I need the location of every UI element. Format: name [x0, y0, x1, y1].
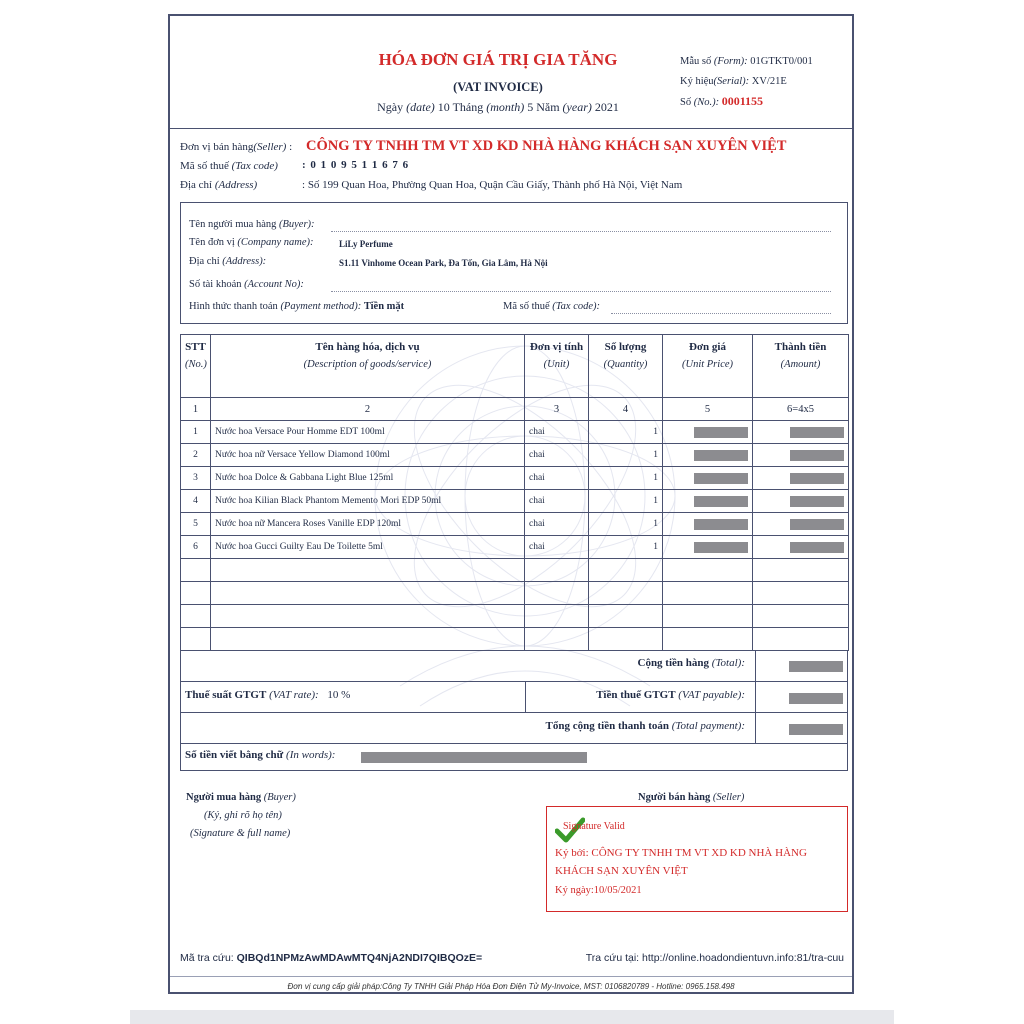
seller-address: : Số 199 Quan Hoa, Phường Quan Hoa, Quận Cầu Giấy, Thành phố Hà Nội, Việt Nam [302, 179, 683, 191]
item-unit: chai [525, 490, 589, 513]
page-bottom-band [130, 1010, 894, 1024]
col-number: 6=4x5 [753, 398, 849, 421]
invoice-number: Số (No.): 0001155 [680, 94, 764, 108]
lookup-code: Mã tra cứu: QIBQd1NPMzAwMDAwMTQ4NjA2NDI7QIBQOzE= [180, 952, 483, 964]
col-header-quantity: Số lượng (Quantity) [589, 335, 663, 398]
redaction-bar [694, 473, 748, 484]
redaction-bar [790, 473, 844, 484]
signed-by-line2: KHÁCH SẠN XUYÊN VIỆT [555, 865, 688, 877]
redaction-bar [790, 496, 844, 507]
item-quantity: 1 [589, 444, 663, 467]
item-unit-price [663, 467, 753, 490]
vat-invoice [168, 14, 854, 994]
table-row-empty [181, 605, 849, 628]
table-row [181, 421, 849, 444]
item-description: Nước hoa Dolce & Gabbana Light Blue 125ml [211, 467, 525, 490]
signed-by: Ký bởi: CÔNG TY TNHH TM VT XD KD NHÀ HÀNG [555, 847, 807, 859]
in-words-row [181, 743, 847, 770]
table-row [181, 536, 849, 559]
provider-info: Đơn vị cung cấp giải pháp:Công Ty TNHH Giải Pháp Hóa Đơn Điện Tử My-Invoice, MST: 0106820789 - Hotline: 0965.158.498 [287, 982, 735, 991]
item-amount [753, 490, 849, 513]
signed-date: Ký ngày:10/05/2021 [555, 885, 642, 896]
item-unit: chai [525, 421, 589, 444]
col-number: 1 [181, 398, 211, 421]
item-description: Nước hoa Gucci Guilty Eau De Toilette 5ml [211, 536, 525, 559]
grand-total-label: Tổng cộng tiền thanh toán (Total payment): [545, 720, 745, 732]
grand-total-redaction [789, 724, 843, 735]
seller-signature-title: Người bán hàng (Seller) [638, 792, 745, 803]
footer-divider [170, 976, 852, 977]
col-number: 3 [525, 398, 589, 421]
redaction-bar [790, 450, 844, 461]
table-row [181, 467, 849, 490]
item-unit-price [663, 444, 753, 467]
item-unit: chai [525, 536, 589, 559]
buyer-name-field [331, 231, 831, 232]
vat-payable-label: Tiền thuế GTGT (VAT payable): [596, 689, 745, 701]
item-quantity: 1 [589, 421, 663, 444]
invoice-title: HÓA ĐƠN GIÁ TRỊ GIA TĂNG [378, 50, 618, 69]
redaction-bar [694, 496, 748, 507]
buyer-company: LiLy Perfume [339, 239, 393, 249]
table-row [181, 444, 849, 467]
item-no: 2 [181, 444, 211, 467]
col-header-amount: Thành tiền (Amount) [753, 335, 849, 398]
item-description: Nước hoa nữ Versace Yellow Diamond 100ml [211, 444, 525, 467]
total-label: Cộng tiền hàng (Total): [637, 657, 745, 669]
company-label: Tên đơn vị (Company name): [189, 237, 314, 248]
item-unit-price [663, 421, 753, 444]
total-row [181, 650, 847, 681]
digital-signature-stamp [546, 806, 848, 912]
redaction-bar [790, 542, 844, 553]
table-row-empty [181, 582, 849, 605]
item-unit: chai [525, 513, 589, 536]
in-words-redaction [361, 752, 587, 763]
col-number: 2 [211, 398, 525, 421]
buyer-address: S1.11 Vinhome Ocean Park, Đa Tốn, Gia Lâm, Hà Nội [339, 258, 548, 268]
payment-label: Hình thức thanh toán (Payment method): Tiền mặt [189, 301, 405, 312]
item-amount [753, 467, 849, 490]
redaction-bar [694, 427, 748, 438]
buyer-tax-label: Mã số thuế (Tax code): [503, 301, 601, 312]
item-no: 4 [181, 490, 211, 513]
item-amount [753, 444, 849, 467]
col-number: 4 [589, 398, 663, 421]
item-no: 5 [181, 513, 211, 536]
items-table [180, 334, 849, 651]
item-no: 1 [181, 421, 211, 444]
table-row [181, 490, 849, 513]
item-quantity: 1 [589, 467, 663, 490]
item-description: Nước hoa Versace Pour Homme EDT 100ml [211, 421, 525, 444]
item-description: Nước hoa Kilian Black Phantom Memento Mori EDP 50ml [211, 490, 525, 513]
buyer-name-label: Tên người mua hàng (Buyer): [189, 219, 315, 230]
invoice-date: Ngày (date) 10 Tháng (month) 5 Năm (year) 2021 [377, 100, 619, 114]
table-row-empty [181, 559, 849, 582]
account-field [331, 291, 831, 292]
signature-valid-text: Signature Valid [563, 821, 625, 832]
buyer-address-label: Địa chỉ (Address): [189, 256, 267, 267]
item-unit: chai [525, 444, 589, 467]
vat-rate-label: Thuế suất GTGT (VAT rate): 10 % [185, 689, 351, 701]
seller-address-label: Địa chỉ (Address) [180, 179, 258, 191]
item-amount [753, 513, 849, 536]
in-words-label: Số tiền viết bằng chữ (In words): [185, 749, 336, 761]
col-header-unit-price: Đơn giá (Unit Price) [663, 335, 753, 398]
buyer-signature-note: (Ký, ghi rõ họ tên) [204, 810, 282, 821]
item-amount [753, 536, 849, 559]
item-quantity: 1 [589, 513, 663, 536]
item-unit-price [663, 513, 753, 536]
grand-total-row [181, 712, 847, 743]
item-description: Nước hoa nữ Mancera Roses Vanille EDP 120ml [211, 513, 525, 536]
vat-redaction [789, 693, 843, 704]
item-quantity: 1 [589, 536, 663, 559]
vat-row [181, 681, 847, 712]
serial-number: Ký hiệu(Serial): XV/21E [680, 76, 787, 87]
buyer-tax-field [611, 313, 831, 314]
seller-name: CÔNG TY TNHH TM VT XD KD NHÀ HÀNG KHÁCH SẠN XUYÊN VIỆT [306, 138, 787, 154]
redaction-bar [694, 519, 748, 530]
seller-label: Đơn vị bán hàng(Seller) : [180, 141, 293, 153]
column-numbering-row [181, 398, 849, 421]
col-header-description: Tên hàng hóa, dịch vụ (Description of goods/service) [211, 335, 525, 398]
item-no: 6 [181, 536, 211, 559]
seller-tax-code: : 0 1 0 9 5 1 1 6 7 6 [302, 159, 410, 171]
col-header-no: STT (No.) [181, 335, 211, 398]
item-unit-price [663, 536, 753, 559]
summary-section [180, 650, 848, 771]
seller-tax-label: Mã số thuế (Tax code) [180, 160, 278, 172]
redaction-bar [694, 450, 748, 461]
col-number: 5 [663, 398, 753, 421]
item-amount [753, 421, 849, 444]
buyer-signature-note-en: (Signature & full name) [190, 828, 291, 839]
table-row [181, 513, 849, 536]
item-unit: chai [525, 467, 589, 490]
invoice-title-en: (VAT INVOICE) [453, 80, 543, 94]
item-unit-price [663, 490, 753, 513]
header-divider [170, 128, 852, 129]
buyer-signature-title: Người mua hàng (Buyer) [186, 792, 296, 803]
redaction-bar [694, 542, 748, 553]
col-header-unit: Đơn vị tính (Unit) [525, 335, 589, 398]
table-row-empty [181, 628, 849, 651]
buyer-section [180, 202, 848, 324]
redaction-bar [790, 427, 844, 438]
total-redaction [789, 661, 843, 672]
account-label: Số tài khoản (Account No): [189, 279, 304, 290]
item-no: 3 [181, 467, 211, 490]
redaction-bar [790, 519, 844, 530]
form-number: Mẫu số (Form): 01GTKT0/001 [680, 56, 813, 67]
lookup-url[interactable]: Tra cứu tại: http://online.hoadondientuvn.info:81/tra-cuu [585, 952, 844, 964]
item-quantity: 1 [589, 490, 663, 513]
